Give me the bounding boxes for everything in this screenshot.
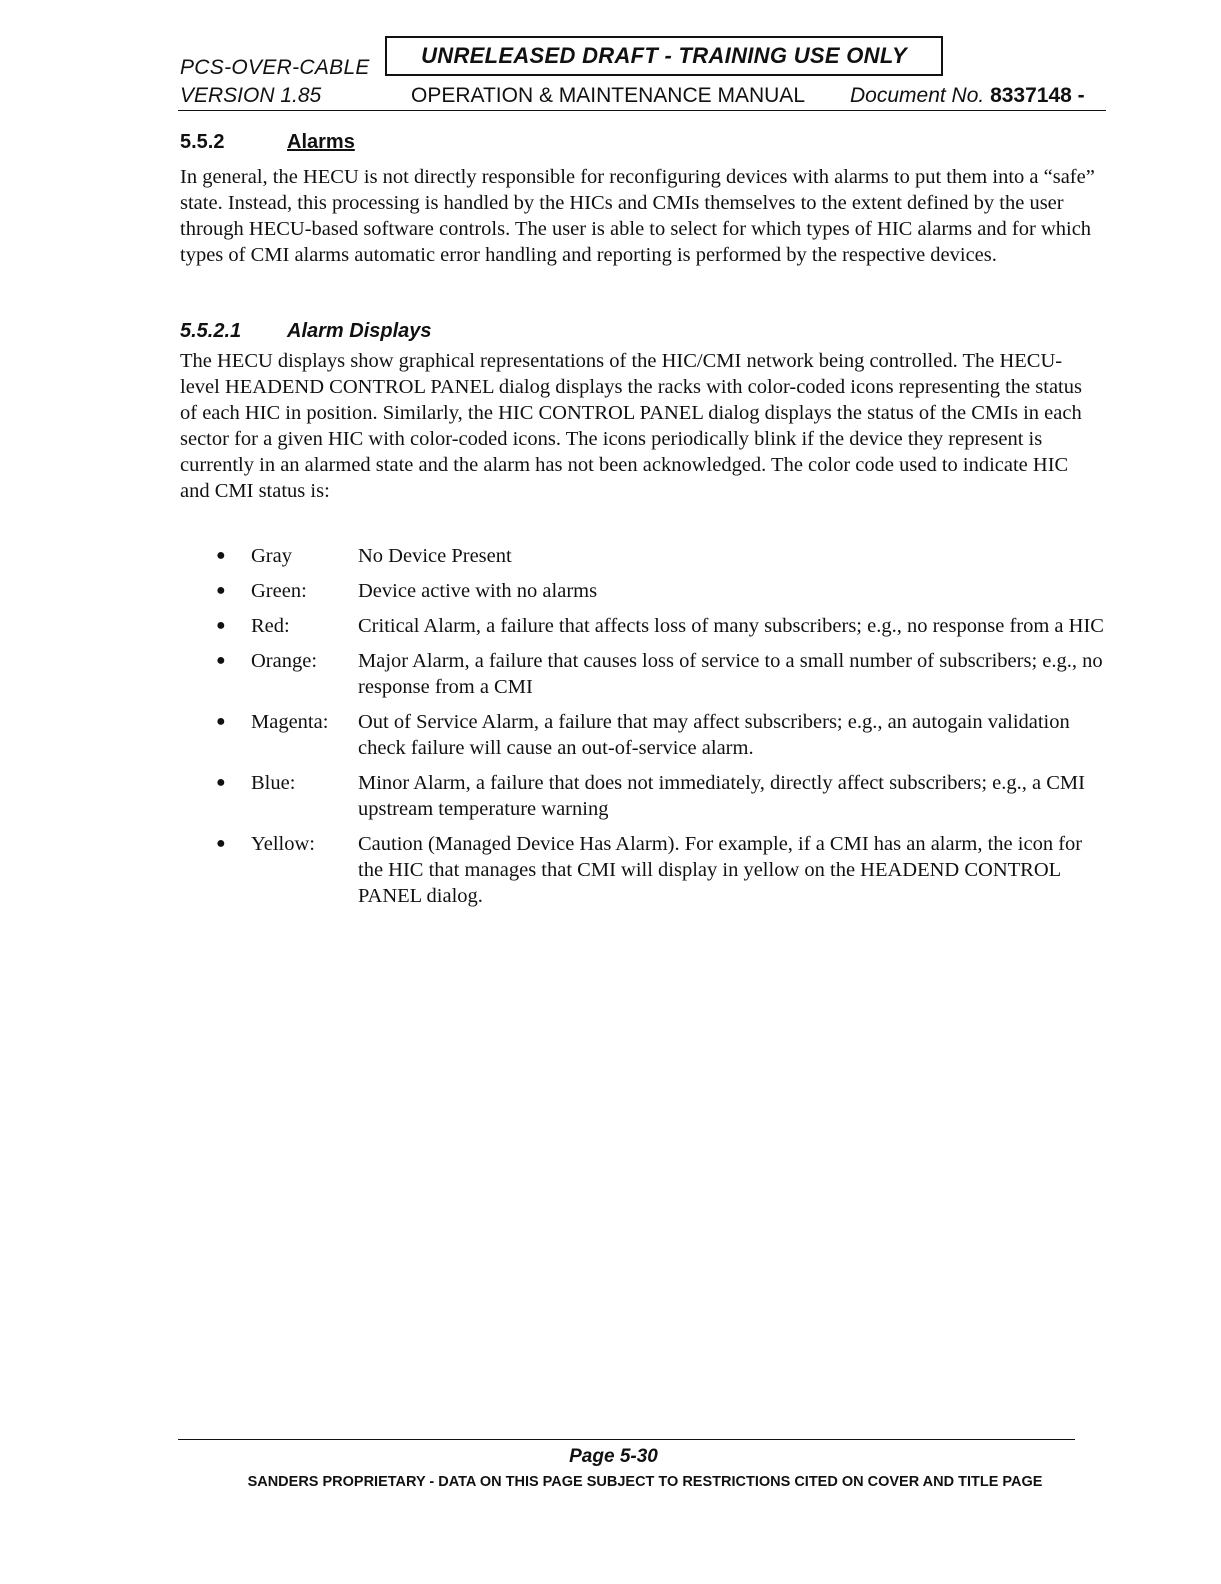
- bullet-icon: ●: [216, 547, 226, 564]
- footer-divider: [178, 1439, 1075, 1440]
- header-divider: [178, 110, 1106, 111]
- color-term: Red:: [251, 615, 290, 637]
- color-description: Minor Alarm, a failure that does not immediately, directly affect subscribers; e.g., a CMI upstream temperature warning: [358, 772, 1085, 820]
- draft-notice-text: UNRELEASED DRAFT - TRAINING USE ONLY: [421, 43, 907, 68]
- color-term: Orange:: [251, 650, 318, 672]
- draft-notice-box: [385, 36, 943, 76]
- color-description: Out of Service Alarm, a failure that may affect subscribers; e.g., an autogain validation check failure will cause an out-of-service alarm.: [358, 711, 1070, 759]
- color-description: Caution (Managed Device Has Alarm). For example, if a CMI has an alarm, the icon for the HIC that manages that CMI will display in yellow on the HEADEND CONTROL PANEL dialog.: [358, 833, 1083, 907]
- manual-title: OPERATION & MAINTENANCE MANUAL: [411, 84, 805, 107]
- subsection-number: 5.5.2.1: [180, 320, 242, 342]
- color-term: Gray: [251, 545, 292, 567]
- document-number-line: [850, 84, 1085, 108]
- bullet-icon: ●: [216, 652, 226, 669]
- bullet-icon: ●: [216, 774, 226, 791]
- list-item: [180, 831, 1110, 909]
- proprietary-notice: SANDERS PROPRIETARY - DATA ON THIS PAGE SUBJECT TO RESTRICTIONS CITED ON COVER AND TITLE PAGE: [247, 1474, 1043, 1490]
- color-description: Major Alarm, a failure that causes loss of service to a small number of subscribers; e.g., no response from a CMI: [358, 650, 1103, 698]
- bullet-icon: ●: [216, 617, 226, 634]
- color-description: No Device Present: [358, 545, 512, 567]
- list-item: [180, 709, 1110, 761]
- section-title: Alarms: [287, 131, 355, 153]
- section-paragraph: In general, the HECU is not directly responsible for reconfiguring devices with alarms to put them into a “safe” state. Instead, this processing is handled by the HICs and CMIs themselves to the extent defined by the user through HECU-based software controls. The user is able to select for which types of HIC alarms and for which types of CMI alarms automatic error handling and reporting is performed by the respective devices.: [180, 166, 1095, 266]
- list-item: [180, 543, 1110, 569]
- product-name: PCS-OVER-CABLE: [180, 56, 370, 79]
- color-term: Magenta:: [251, 711, 329, 733]
- color-term: Blue:: [251, 772, 296, 794]
- document-number: 8337148 -: [990, 84, 1085, 107]
- bullet-icon: ●: [216, 713, 226, 730]
- document-number-label: Document No.: [850, 84, 985, 107]
- color-code-list: [180, 543, 1110, 918]
- list-item: [180, 578, 1110, 604]
- bullet-icon: ●: [216, 835, 226, 852]
- product-version: VERSION 1.85: [180, 84, 322, 107]
- page-number: Page 5-30: [569, 1446, 658, 1467]
- list-item: [180, 648, 1110, 700]
- color-term: Yellow:: [251, 833, 315, 855]
- bullet-icon: ●: [216, 582, 226, 599]
- color-description: Critical Alarm, a failure that affects loss of many subscribers; e.g., no response from a HIC: [358, 615, 1104, 637]
- color-term: Green:: [251, 580, 307, 602]
- subsection-paragraph: The HECU displays show graphical representations of the HIC/CMI network being controlled. The HECU-level HEADEND CONTROL PANEL dialog displays the racks with color-coded icons representing the status of each HIC in position. Similarly, the HIC CONTROL PANEL dialog displays the status of the CMIs in each sector for a given HIC with color-coded icons. The icons periodically blink if the device they represent is currently in an alarmed state and the alarm has not been acknowledged. The color code used to indicate HIC and CMI status is:: [180, 350, 1082, 502]
- list-item: [180, 613, 1110, 639]
- color-description: Device active with no alarms: [358, 580, 598, 602]
- list-item: [180, 770, 1110, 822]
- section-number: 5.5.2: [180, 131, 225, 153]
- subsection-title: Alarm Displays: [287, 320, 432, 342]
